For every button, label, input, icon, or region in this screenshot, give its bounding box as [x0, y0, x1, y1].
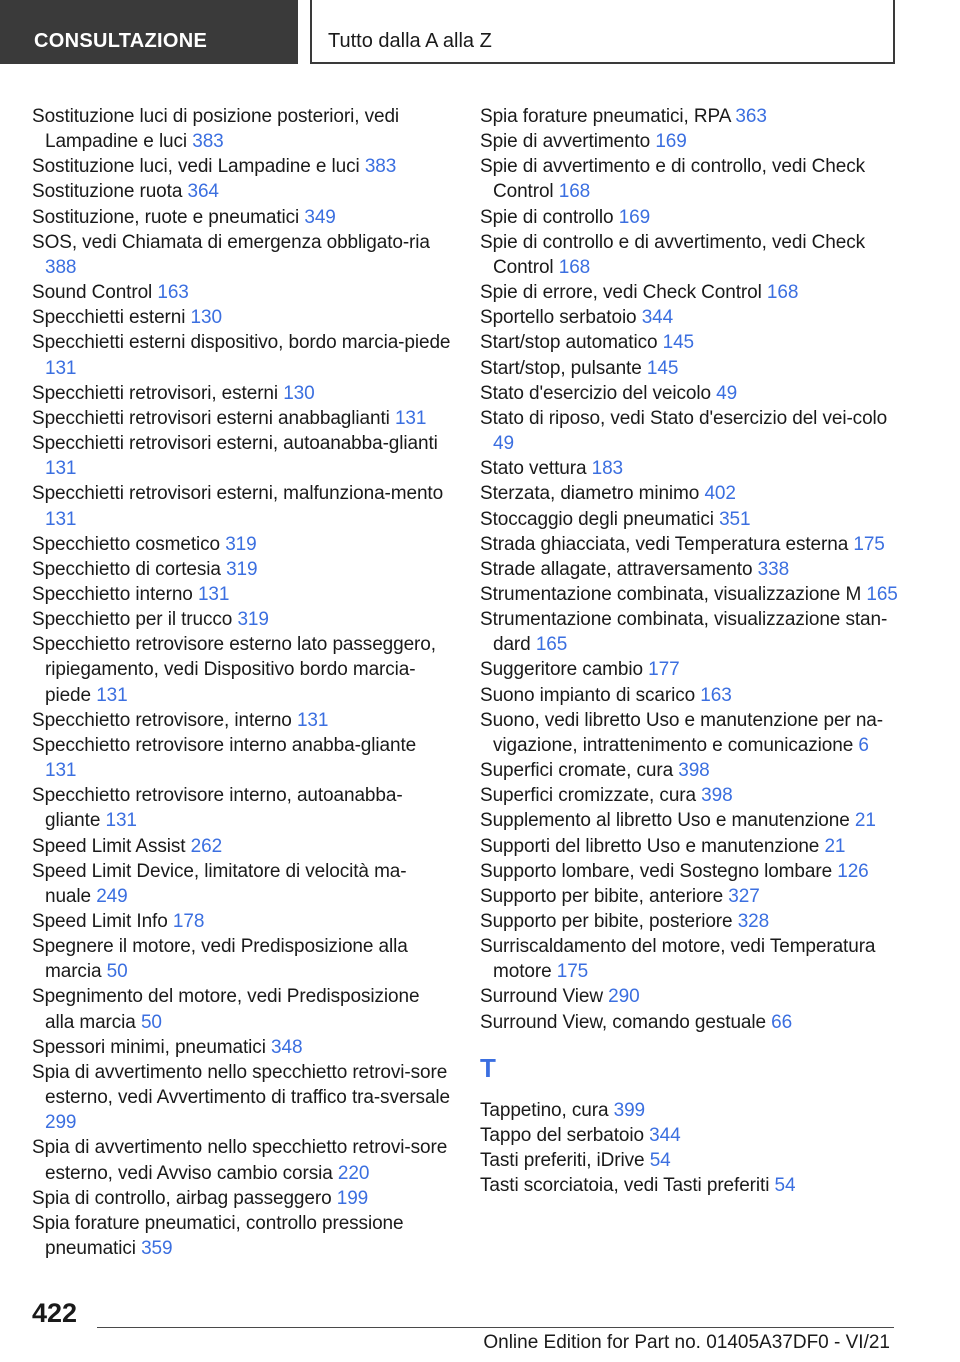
index-page-link[interactable]: 130 — [283, 382, 315, 404]
index-entry — [480, 934, 905, 984]
index-entry-text: Sostituzione, ruote e pneumatici — [32, 206, 300, 228]
index-entry — [32, 1211, 452, 1261]
index-page-link[interactable]: 177 — [648, 659, 680, 681]
index-entry — [32, 406, 452, 431]
index-entry-text: Sportello serbatoio — [480, 307, 637, 329]
index-page-link[interactable]: 21 — [854, 810, 876, 832]
index-entry-text: SOS, vedi Chiamata di emergenza obbligato-ria — [32, 231, 430, 253]
index-page-link[interactable]: 348 — [271, 1036, 303, 1058]
index-page-link[interactable]: 344 — [641, 307, 674, 329]
index-entry — [32, 557, 452, 582]
index-entry — [32, 1135, 452, 1185]
index-column-right — [480, 104, 905, 1198]
index-page-link[interactable]: 327 — [728, 885, 760, 907]
index-entry — [480, 1173, 905, 1198]
index-page-link[interactable]: 131 — [296, 709, 329, 731]
index-entry — [480, 205, 905, 230]
page-number: 422 — [32, 1298, 78, 1328]
index-entry — [480, 984, 905, 1009]
index-entry — [480, 104, 905, 129]
index-page-link[interactable]: 145 — [646, 357, 679, 379]
index-entry-text: Specchietto retrovisore interno, autoanabba-gliante — [32, 785, 403, 832]
index-page-link[interactable]: 130 — [190, 307, 222, 329]
index-page-link[interactable]: 6 — [858, 734, 869, 756]
index-page-link[interactable]: 145 — [662, 332, 695, 354]
index-entry-text: Spegnere il motore, vedi Predisposizione alla marcia — [32, 936, 408, 983]
index-page-link[interactable]: 338 — [757, 558, 790, 580]
index-page-link[interactable]: 66 — [771, 1011, 793, 1033]
index-page-link[interactable]: 220 — [337, 1162, 370, 1184]
index-entry-text: Tappetino, cura — [480, 1099, 609, 1121]
index-entry — [480, 356, 905, 381]
index-page-link[interactable]: 131 — [45, 760, 77, 782]
index-entry-text: Tappo del serbatoio — [480, 1124, 644, 1146]
index-page-link[interactable]: 131 — [45, 357, 77, 379]
index-entry — [32, 834, 452, 859]
index-page-link[interactable]: 131 — [45, 508, 77, 530]
index-list-t — [480, 1098, 905, 1199]
index-entry — [480, 708, 905, 758]
index-entry-text: Sostituzione ruota — [32, 181, 183, 203]
index-entry — [480, 532, 905, 557]
index-entry-text: Specchietti esterni — [32, 307, 186, 329]
index-page-link[interactable]: 388 — [45, 256, 77, 278]
index-page-link[interactable]: 168 — [766, 282, 799, 304]
index-list-s-continued — [480, 104, 905, 1035]
index-entry-text: Speed Limit Assist — [32, 835, 186, 857]
index-entry-text: Suono impianto di scarico — [480, 684, 696, 706]
index-page-link[interactable]: 163 — [157, 282, 189, 304]
index-entry-text: Specchietto retrovisore interno anabba-gliante — [32, 734, 417, 756]
index-entry — [480, 456, 905, 481]
index-page-link[interactable]: 249 — [96, 885, 128, 907]
index-entry — [32, 154, 452, 179]
index-column-left — [32, 104, 452, 1261]
index-entry-text: Tasti scorciatoia, vedi Tasti preferiti — [480, 1175, 770, 1197]
index-page-link[interactable]: 349 — [304, 206, 336, 228]
index-page-link[interactable]: 199 — [336, 1187, 369, 1209]
index-entry-text: Specchietti esterni dispositivo, bordo marcia-piede — [32, 332, 451, 354]
index-entry — [480, 1010, 905, 1035]
index-entry-text: Spessori minimi, pneumatici — [32, 1036, 266, 1058]
index-entry-text: Specchietto di cortesia — [32, 558, 221, 580]
index-entry-text: Stato vettura — [480, 458, 587, 480]
index-entry-text: Superfici cromate, cura — [480, 760, 674, 782]
index-entry — [480, 783, 905, 808]
index-entry-text: Superfici cromizzate, cura — [480, 785, 696, 807]
index-entry — [480, 330, 905, 355]
index-entry-text: Specchietti retrovisori esterni anabbaglianti — [32, 407, 390, 429]
index-entry-text: Supporto per bibite, anteriore — [480, 885, 724, 907]
index-entry-text: Strumentazione combinata, visualizzazione stan-dard — [480, 609, 888, 656]
index-entry-text: Spia forature pneumatici, RPA — [480, 106, 731, 127]
index-entry — [480, 1123, 905, 1148]
index-entry — [480, 406, 905, 456]
index-entry-text: Spie di controllo — [480, 206, 614, 228]
index-entry-text: Sterzata, diametro minimo — [480, 483, 700, 505]
index-entry-text: Stato di riposo, vedi Stato d'esercizio del vei-colo — [480, 407, 888, 429]
index-page-link[interactable]: 131 — [96, 684, 128, 706]
index-page-link[interactable]: 169 — [655, 131, 687, 153]
index-entry-text: Specchietto per il trucco — [32, 609, 233, 631]
index-entry — [480, 507, 905, 532]
index-entry-text: Sostituzione luci, vedi Lampadine e luci — [32, 156, 360, 178]
index-page-link[interactable]: 351 — [719, 508, 751, 530]
index-entry-text: Strumentazione combinata, visualizzazione M — [480, 583, 862, 605]
index-page-link[interactable]: 21 — [824, 835, 846, 857]
index-entry-text: Stoccaggio degli pneumatici — [480, 508, 714, 530]
index-entry — [480, 230, 905, 280]
index-entry — [32, 330, 452, 380]
index-entry-text: Spie di errore, vedi Check Control — [480, 282, 762, 304]
index-entry-text: Supplemento al libretto Uso e manutenzione — [480, 810, 850, 832]
index-entry — [480, 1148, 905, 1173]
index-entry — [480, 683, 905, 708]
index-entry — [32, 532, 452, 557]
index-page-link[interactable]: 175 — [556, 961, 589, 983]
footer-edition: Online Edition for Part no. 01405A37DF0 - VI/21 — [483, 1332, 890, 1353]
index-entry — [32, 481, 452, 531]
index-entry-text: Surround View — [480, 986, 603, 1008]
index-entry-text: Sound Control — [32, 282, 153, 304]
index-entry — [480, 758, 905, 783]
index-entry-text: Suono, vedi libretto Uso e manutenzione per na-vigazione, intrattenimento e comunicazione — [480, 709, 883, 756]
index-page-link[interactable]: 165 — [535, 634, 568, 656]
index-entry-text: Strade allagate, attraversamento — [480, 558, 753, 580]
index-page-link[interactable]: 262 — [190, 835, 223, 857]
index-entry-text: Sostituzione luci di posizione posteriori, vedi Lampadine e luci — [32, 106, 400, 153]
index-page-link[interactable]: 168 — [558, 256, 591, 278]
index-entry — [480, 557, 905, 582]
index-entry — [480, 859, 905, 884]
index-page-link[interactable]: 290 — [608, 986, 640, 1008]
index-entry — [32, 909, 452, 934]
index-entry-text: Spie di avvertimento e di controllo, vedi Check Control — [480, 156, 865, 203]
index-entry — [32, 280, 452, 305]
index-page-link[interactable]: 383 — [192, 131, 224, 153]
index-entry-text: Speed Limit Device, limitatore di velocità ma-nuale — [32, 860, 407, 907]
index-page-link[interactable]: 54 — [774, 1175, 796, 1197]
section-title: CONSULTAZIONE — [0, 0, 298, 64]
index-page-link[interactable]: 131 — [105, 810, 137, 832]
index-entry-text: Specchietti retrovisori esterni, malfunziona-mento — [32, 483, 444, 505]
index-page-link[interactable]: 328 — [737, 911, 770, 932]
index-page-link[interactable]: 399 — [613, 1099, 646, 1121]
index-entry-text: Suggeritore cambio — [480, 659, 643, 681]
index-entry-text: Spia di controllo, airbag passeggero — [32, 1187, 332, 1209]
index-page-link[interactable]: 359 — [141, 1238, 173, 1260]
index-entry — [480, 154, 905, 204]
index-entry-text: Speed Limit Info — [32, 911, 168, 932]
index-entry-text: Spegnimento del motore, vedi Predisposizione alla marcia — [32, 986, 420, 1033]
index-page-link[interactable]: 50 — [106, 961, 128, 983]
index-entry — [32, 305, 452, 330]
index-letter-heading: T — [480, 1052, 496, 1083]
index-entry-text: Spie di controllo e di avvertimento, vedi Check Control — [480, 231, 865, 278]
index-entry-text: Start/stop, pulsante — [480, 357, 642, 379]
index-page-link[interactable]: 178 — [172, 911, 205, 932]
index-entry — [480, 884, 905, 909]
index-entry-text: Start/stop automatico — [480, 332, 658, 354]
index-entry-text: Surround View, comando gestuale — [480, 1011, 766, 1033]
index-entry — [480, 1098, 905, 1123]
index-page-link[interactable]: 319 — [225, 533, 257, 555]
index-entry — [32, 179, 452, 204]
index-entry-text: Spia di avvertimento nello specchietto retrovi-sore esterno, vedi Avviso cambio corsia — [32, 1137, 448, 1184]
index-page-link[interactable]: 175 — [853, 533, 885, 555]
index-entry — [32, 381, 452, 406]
index-entry-text: Specchietti retrovisori esterni, autoanabba-glianti — [32, 433, 438, 455]
index-entry — [480, 305, 905, 330]
index-page-link[interactable]: 363 — [735, 106, 767, 127]
index-page-link[interactable]: 169 — [618, 206, 651, 228]
index-entry — [480, 129, 905, 154]
chapter-title: Tutto dalla A alla Z — [310, 0, 895, 64]
index-entry — [32, 708, 452, 733]
index-entry-text: Surriscaldamento del motore, vedi Temperatura motore — [480, 936, 876, 983]
index-page-link[interactable]: 398 — [701, 785, 733, 807]
index-page-link[interactable]: 131 — [45, 458, 77, 480]
index-entry — [32, 934, 452, 984]
index-entry-text: Specchietto retrovisore esterno lato passeggero, ripiegamento, vedi Dispositivo bordo marcia-piede — [32, 634, 436, 706]
index-entry — [480, 280, 905, 305]
index-page-link[interactable]: 364 — [187, 181, 219, 203]
index-page-link[interactable]: 165 — [866, 583, 898, 605]
index-entry — [32, 859, 452, 909]
footer-divider — [97, 1327, 894, 1328]
index-page-link[interactable]: 299 — [45, 1112, 77, 1134]
index-entry — [32, 783, 452, 833]
index-page-link[interactable]: 126 — [837, 860, 869, 882]
index-entry — [32, 431, 452, 481]
index-entry — [32, 984, 452, 1034]
index-page-link[interactable]: 402 — [704, 483, 736, 505]
index-entry — [480, 607, 905, 657]
index-page-link[interactable]: 319 — [237, 609, 269, 631]
index-entry-text: Specchietti retrovisori, esterni — [32, 382, 279, 404]
index-entry-text: Spia forature pneumatici, controllo pressione pneumatici — [32, 1212, 404, 1260]
index-page-link[interactable]: 54 — [649, 1150, 671, 1172]
index-entry — [32, 582, 452, 607]
index-page-link[interactable]: 131 — [394, 407, 427, 429]
index-entry — [32, 632, 452, 707]
index-page-link[interactable]: 383 — [364, 156, 397, 178]
index-entry-text: Specchietto retrovisore, interno — [32, 709, 292, 731]
index-page-link[interactable]: 49 — [716, 382, 738, 404]
index-entry-text: Spia di avvertimento nello specchietto retrovi-sore esterno, vedi Avvertimento di traffico tra-sversale — [32, 1061, 450, 1109]
index-entry-text: Supporto lombare, vedi Sostegno lombare — [480, 860, 833, 882]
index-entry — [32, 1060, 452, 1135]
index-page-link[interactable]: 163 — [700, 684, 732, 706]
index-entry — [32, 1035, 452, 1060]
index-entry — [480, 808, 905, 833]
index-page-link[interactable]: 49 — [493, 433, 514, 455]
index-entry-text: Strada ghiacciata, vedi Temperatura esterna — [480, 533, 849, 555]
index-entry — [32, 205, 452, 230]
index-page-link[interactable]: 398 — [678, 760, 710, 782]
index-entry — [32, 1186, 452, 1211]
index-entry — [480, 582, 905, 607]
index-entry — [32, 733, 452, 783]
index-page-link[interactable]: 319 — [226, 558, 258, 580]
index-entry-text: Specchietto interno — [32, 583, 193, 605]
index-entry — [32, 230, 452, 280]
index-entry-text: Tasti preferiti, iDrive — [480, 1150, 645, 1172]
index-entry — [480, 381, 905, 406]
index-page-link[interactable]: 168 — [558, 181, 591, 203]
index-entry — [32, 104, 452, 154]
index-entry — [480, 909, 905, 934]
index-page-link[interactable]: 131 — [197, 583, 230, 605]
index-entry — [480, 657, 905, 682]
index-entry-text: Specchietto cosmetico — [32, 533, 220, 555]
index-entry-text: Spie di avvertimento — [480, 131, 651, 153]
index-page-link[interactable]: 344 — [649, 1124, 681, 1146]
index-page-link[interactable]: 183 — [591, 458, 624, 480]
index-entry-text: Stato d'esercizio del veicolo — [480, 382, 711, 404]
index-entry — [480, 834, 905, 859]
index-entry — [32, 607, 452, 632]
index-entry-text: Supporti del libretto Uso e manutenzione — [480, 835, 820, 857]
index-page-link[interactable]: 50 — [140, 1011, 162, 1033]
index-entry — [480, 481, 905, 506]
page-header — [0, 0, 960, 66]
index-entry-text: Supporto per bibite, posteriore — [480, 911, 733, 932]
